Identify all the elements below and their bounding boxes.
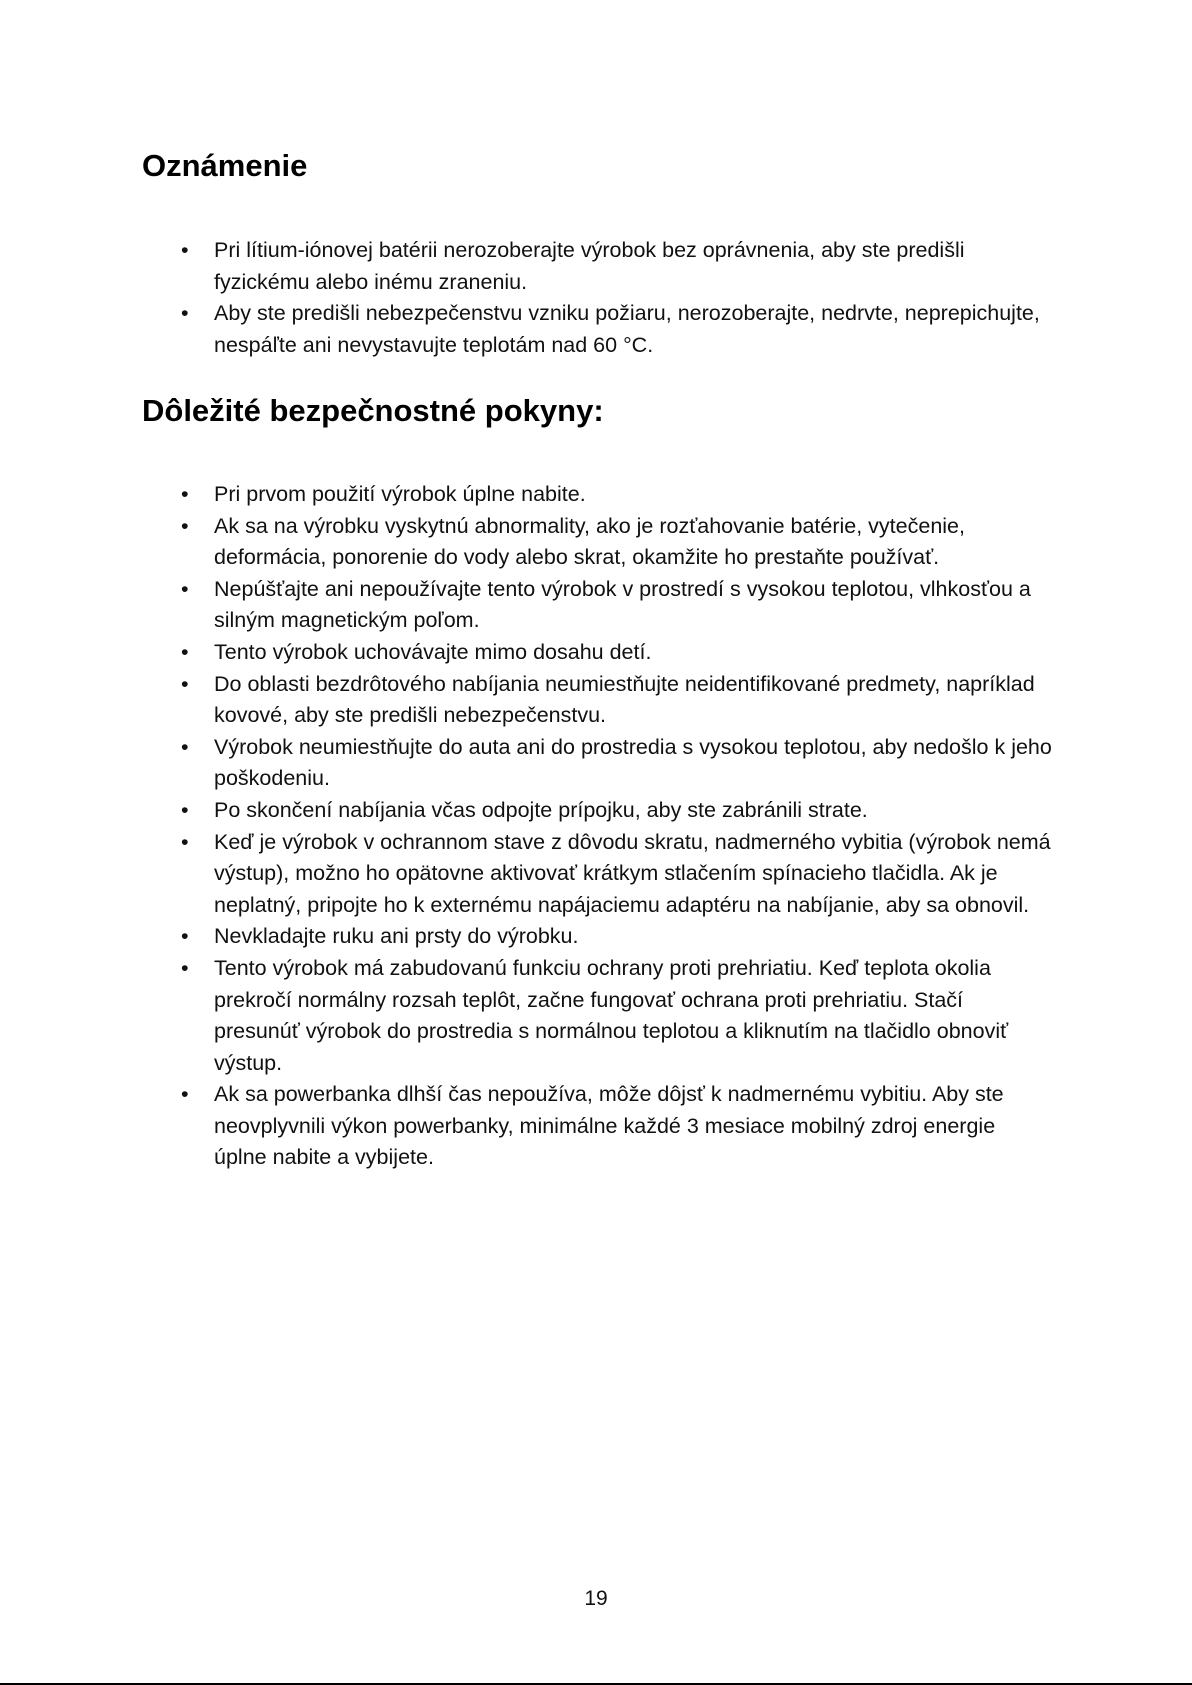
list-item [0,827,1192,922]
list-item [0,574,1192,637]
list-item-text: Ak sa powerbanka dlhší čas nepoužíva, môže dôjsť k nadmernému vybitiu. Aby ste neovplyvnili výkon powerbanky, minimálne každé 3 mesiace mobilný zdroj energie úplne nabite a vybijete. [214,1082,1004,1170]
bullet-icon: • [181,734,189,759]
list-item-text: Keď je výrobok v ochrannom stave z dôvodu skratu, nadmerného vybitia (výrobok nemá výstup), možno ho opätovne aktivovať krátkym stlačením spínacieho tlačidla. Ak je neplatný, pripojte ho k externému napájaciemu adaptéru na nabíjanie, aby sa obnovil. [214,829,1051,917]
safety-list [0,479,1192,1174]
list-item [0,511,1192,574]
list-item [0,479,1192,511]
notice-list [0,235,1192,361]
bullet-icon: • [181,671,189,696]
list-item [0,732,1192,795]
list-item-text: Aby ste predišli nebezpečenstvu vzniku požiaru, nerozoberajte, nedrvte, neprepichujte, nespáľte ani nevystavujte teplotám nad 60 °C. [214,301,1040,357]
list-item-text: Ak sa na výrobku vyskytnú abnormality, ako je rozťahovanie batérie, vytečenie, deformácia, ponorenie do vody alebo skrat, okamžite ho prestaňte používať. [214,513,965,570]
list-item-text: Výrobok neumiestňujte do auta ani do prostredia s vysokou teplotou, aby nedošlo k jeho poškodeniu. [214,734,1052,791]
bullet-icon: • [181,576,189,601]
list-item [0,637,1192,669]
list-item [0,235,1192,298]
list-item [0,298,1192,361]
bullet-icon: • [181,1082,189,1107]
bullet-icon: • [181,955,189,980]
list-item-text: Po skončení nabíjania včas odpojte prípojku, aby ste zabránili strate. [214,797,868,822]
list-item-text: Nevkladajte ruku ani prsty do výrobku. [214,924,579,949]
bullet-icon: • [181,513,189,538]
notice-heading: Oznámenie [142,148,308,183]
list-item [0,669,1192,732]
bullet-icon: • [181,482,189,506]
bullet-icon: • [181,301,189,326]
list-item [0,1079,1192,1174]
bullet-icon: • [181,829,189,854]
list-item-text: Nepúšťajte ani nepoužívajte tento výrobok v prostredí s vysokou teplotou, vlhkosťou a silným magnetickým poľom. [214,576,1031,633]
list-item-text: Do oblasti bezdrôtového nabíjania neumiestňujte neidentifikované predmety, napríklad kovové, aby ste predišli nebezpečenstvu. [214,671,1035,728]
bullet-icon: • [181,797,189,822]
list-item-text: Tento výrobok má zabudovanú funkciu ochrany proti prehriatiu. Keď teplota okolia prekročí normálny rozsah teplôt, začne fungovať ochrana proti prehriatiu. Stačí presunúť výrobok do prostredia s normálnou teplotou a kliknutím na tlačidlo obnoviť výstup. [214,955,1009,1075]
list-item [0,953,1192,1079]
list-item [0,795,1192,827]
list-item-text: Tento výrobok uchovávajte mimo dosahu detí. [214,639,652,664]
bullet-icon: • [181,639,189,664]
page-number: 19 [584,1587,608,1610]
list-item-text: Pri lítium-iónovej batérii nerozoberajte výrobok bez oprávnenia, aby ste predišli fyzickému alebo inému zraneniu. [214,238,965,294]
list-item [0,921,1192,953]
bullet-icon: • [181,238,189,262]
bullet-icon: • [181,924,189,949]
safety-heading: Dôležité bezpečnostné pokyny: [142,393,604,428]
list-item-text: Pri prvom použití výrobok úplne nabite. [214,482,586,506]
